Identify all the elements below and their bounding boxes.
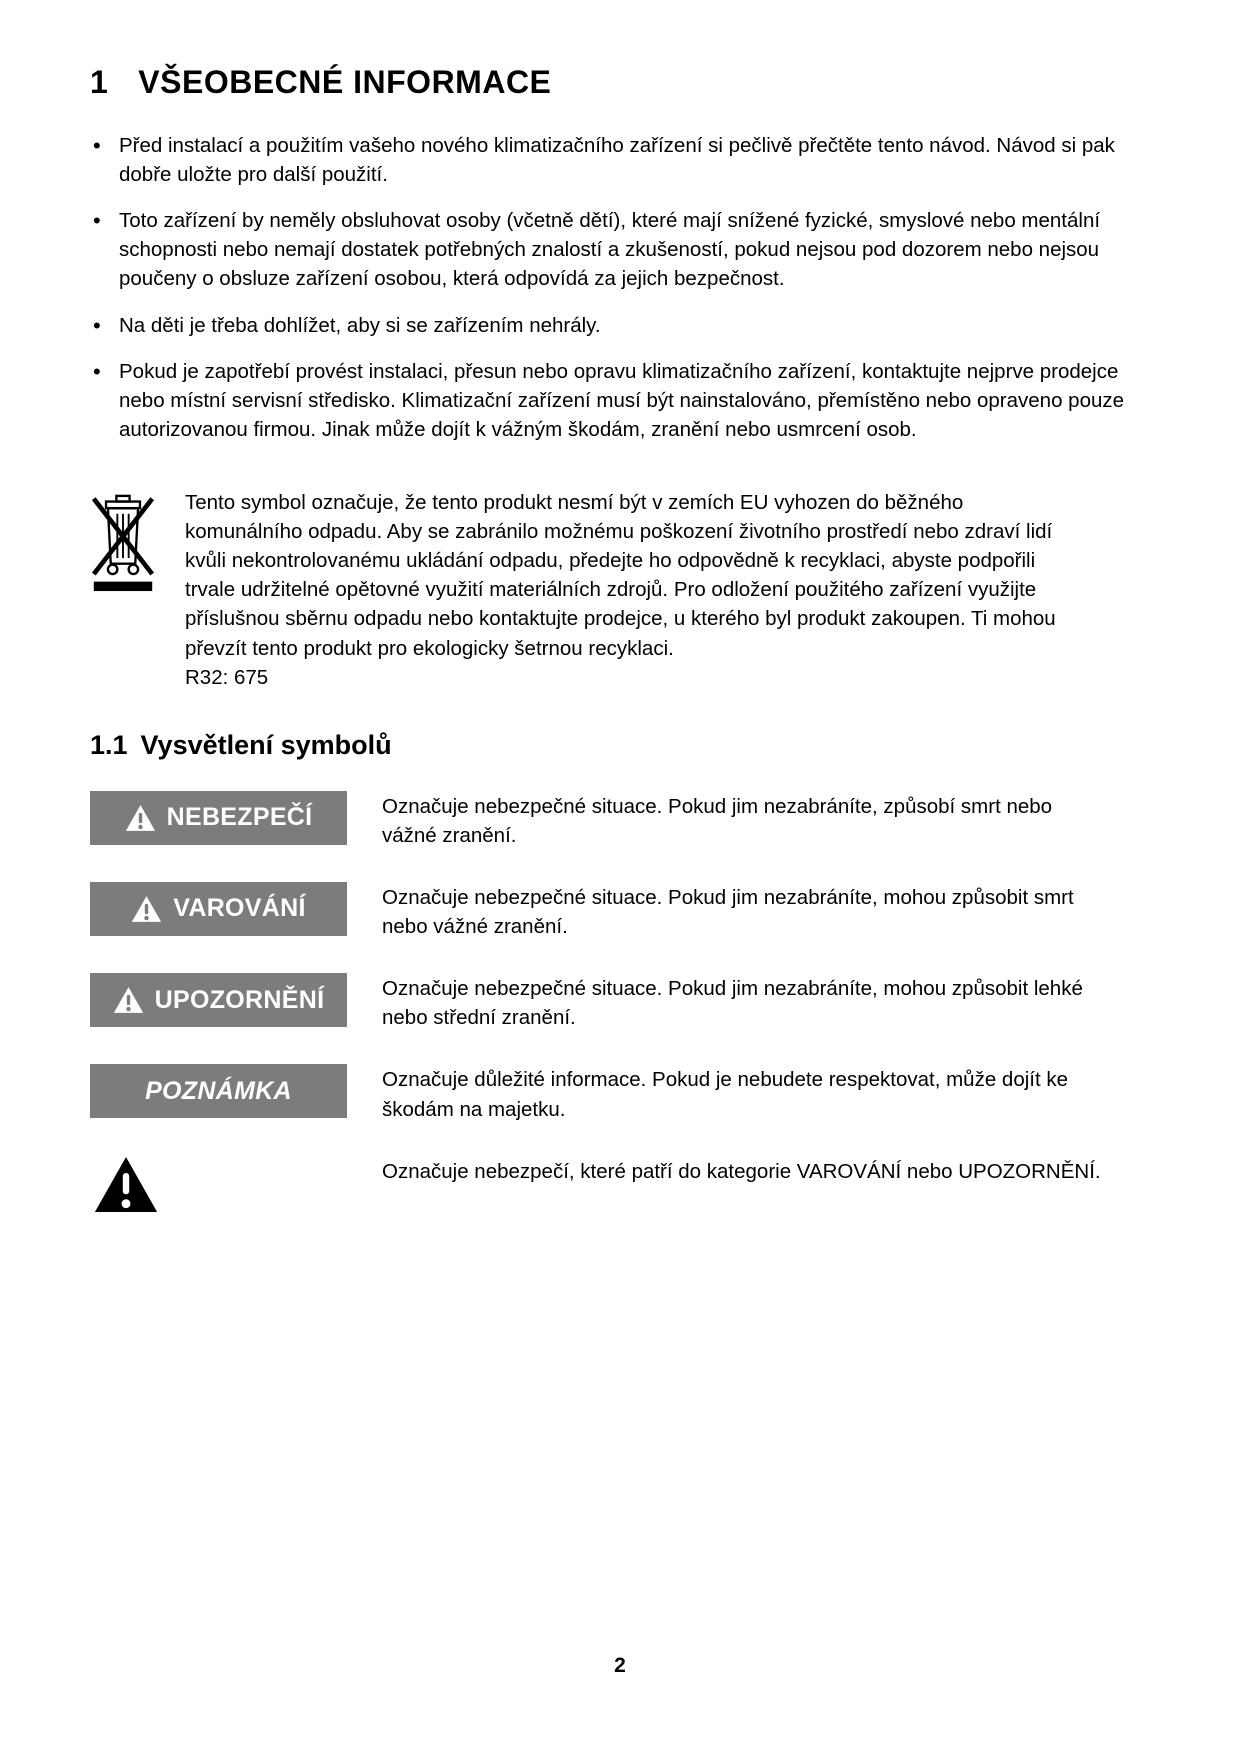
section-heading-text: VŠEOBECNÉ INFORMACE — [138, 64, 552, 100]
hazard-note-text: Označuje nebezpečí, které patří do kategorie VAROVÁNÍ nebo UPOZORNĚNÍ. — [382, 1159, 1101, 1183]
list-item-text: Pokud je zapotřebí provést instalaci, přesun nebo opravu klimatizačního zařízení, kontaktujte nejprve prodejce nebo místní servisní středisko. Klimatizační zařízení musí být nainstalováno, přemístěno nebo opraveno pouze autorizovanou firmou. Jinak může dojít k vážným škodám, zranění nebo usmrcení osob. — [119, 359, 1125, 441]
caution-label-box — [90, 973, 347, 1027]
symbol-row-warning — [90, 882, 1166, 941]
list-item-text: Před instalací a použitím vašeho nového klimatizačního zařízení si pečlivě přečtěte tento návod. Návod si pak dobře uložte pro další použití. — [119, 134, 1115, 187]
subsection-title — [90, 730, 1166, 761]
weee-text-block — [185, 488, 1057, 692]
warning-triangle-icon — [125, 804, 156, 832]
page-number: 2 — [614, 1654, 626, 1677]
subsection-number: 1.1 — [90, 729, 128, 760]
bullet-marker: • — [93, 312, 101, 338]
subsection-heading-text: Vysvětlení symbolů — [140, 729, 392, 760]
refrigerant-gwp-note: R32: 675 — [185, 665, 269, 689]
section-number: 1 — [90, 64, 109, 100]
bullet-marker: • — [93, 133, 101, 158]
list-item — [90, 131, 1135, 189]
note-label-box — [90, 1064, 347, 1118]
danger-description: Označuje nebezpečné situace. Pokud jim nezabráníte, způsobí smrt nebo vážné zranění. — [382, 794, 1053, 847]
bullet-marker: • — [93, 358, 101, 384]
list-item — [90, 206, 1135, 293]
warning-label-box — [90, 882, 347, 936]
warning-triangle-icon — [131, 895, 162, 923]
list-item — [90, 311, 1135, 340]
bullet-list — [90, 131, 1166, 444]
note-label: POZNÁMKA — [145, 1076, 292, 1105]
weee-disposal-section — [90, 488, 1166, 692]
warning-triangle-icon — [113, 986, 144, 1014]
list-item-text: Toto zařízení by neměly obsluhovat osoby (včetně dětí), které mají snížené fyzické, smyslové nebo mentální schopnosti nebo nemají dostatek potřebných znalostí a zkušeností, pokud nejsou pod dozorem nebo nejsou poučeny o obsluze zařízení osobou, která odpovídá za jejich bezpečnost. — [119, 209, 1101, 291]
black-warning-triangle-icon — [90, 1156, 347, 1218]
bullet-marker: • — [93, 208, 101, 234]
symbol-row-note — [90, 1064, 1166, 1123]
hazard-triangle-note — [90, 1156, 1166, 1218]
warning-label: VAROVÁNÍ — [173, 894, 306, 923]
symbol-row-caution — [90, 973, 1166, 1032]
danger-label-box — [90, 791, 347, 845]
symbol-row-danger — [90, 791, 1166, 850]
note-description: Označuje důležité informace. Pokud je nebudete respektovat, může dojít ke škodám na majetku. — [382, 1068, 1069, 1121]
list-item — [90, 357, 1135, 444]
caution-label: UPOZORNĚNÍ — [154, 985, 325, 1014]
weee-paragraph: Tento symbol označuje, že tento produkt nesmí být v zemích EU vyhozen do běžného komunálního odpadu. Aby se zabránilo možnému poškození životního prostředí nebo zdraví lidí kvůli nekontrolovanému ukládání odpadu, předejte ho odpovědně k recyklaci, abyste podpořili trvale udržitelné opětovné využití materiálních zdrojů. Pro odložení použitého zařízení využijte příslušnou sběrnu odpadu nebo kontaktujte prodejce, u kterého byl produkt zakoupen. Ti mohou převzít tento produkt pro ekologicky šetrnou recyklaci. — [185, 490, 1056, 660]
danger-label: NEBEZPEČÍ — [166, 803, 313, 832]
weee-crossed-bin-icon — [90, 494, 156, 597]
page-title — [90, 64, 1166, 101]
list-item-text: Na děti je třeba dohlížet, aby si se zařízením nehrály. — [119, 313, 601, 337]
warning-description: Označuje nebezpečné situace. Pokud jim nezabráníte, mohou způsobit smrt nebo vážné zranění. — [382, 885, 1074, 939]
caution-description: Označuje nebezpečné situace. Pokud jim nezabráníte, mohou způsobit lehké nebo střední zranění. — [382, 977, 1083, 1030]
